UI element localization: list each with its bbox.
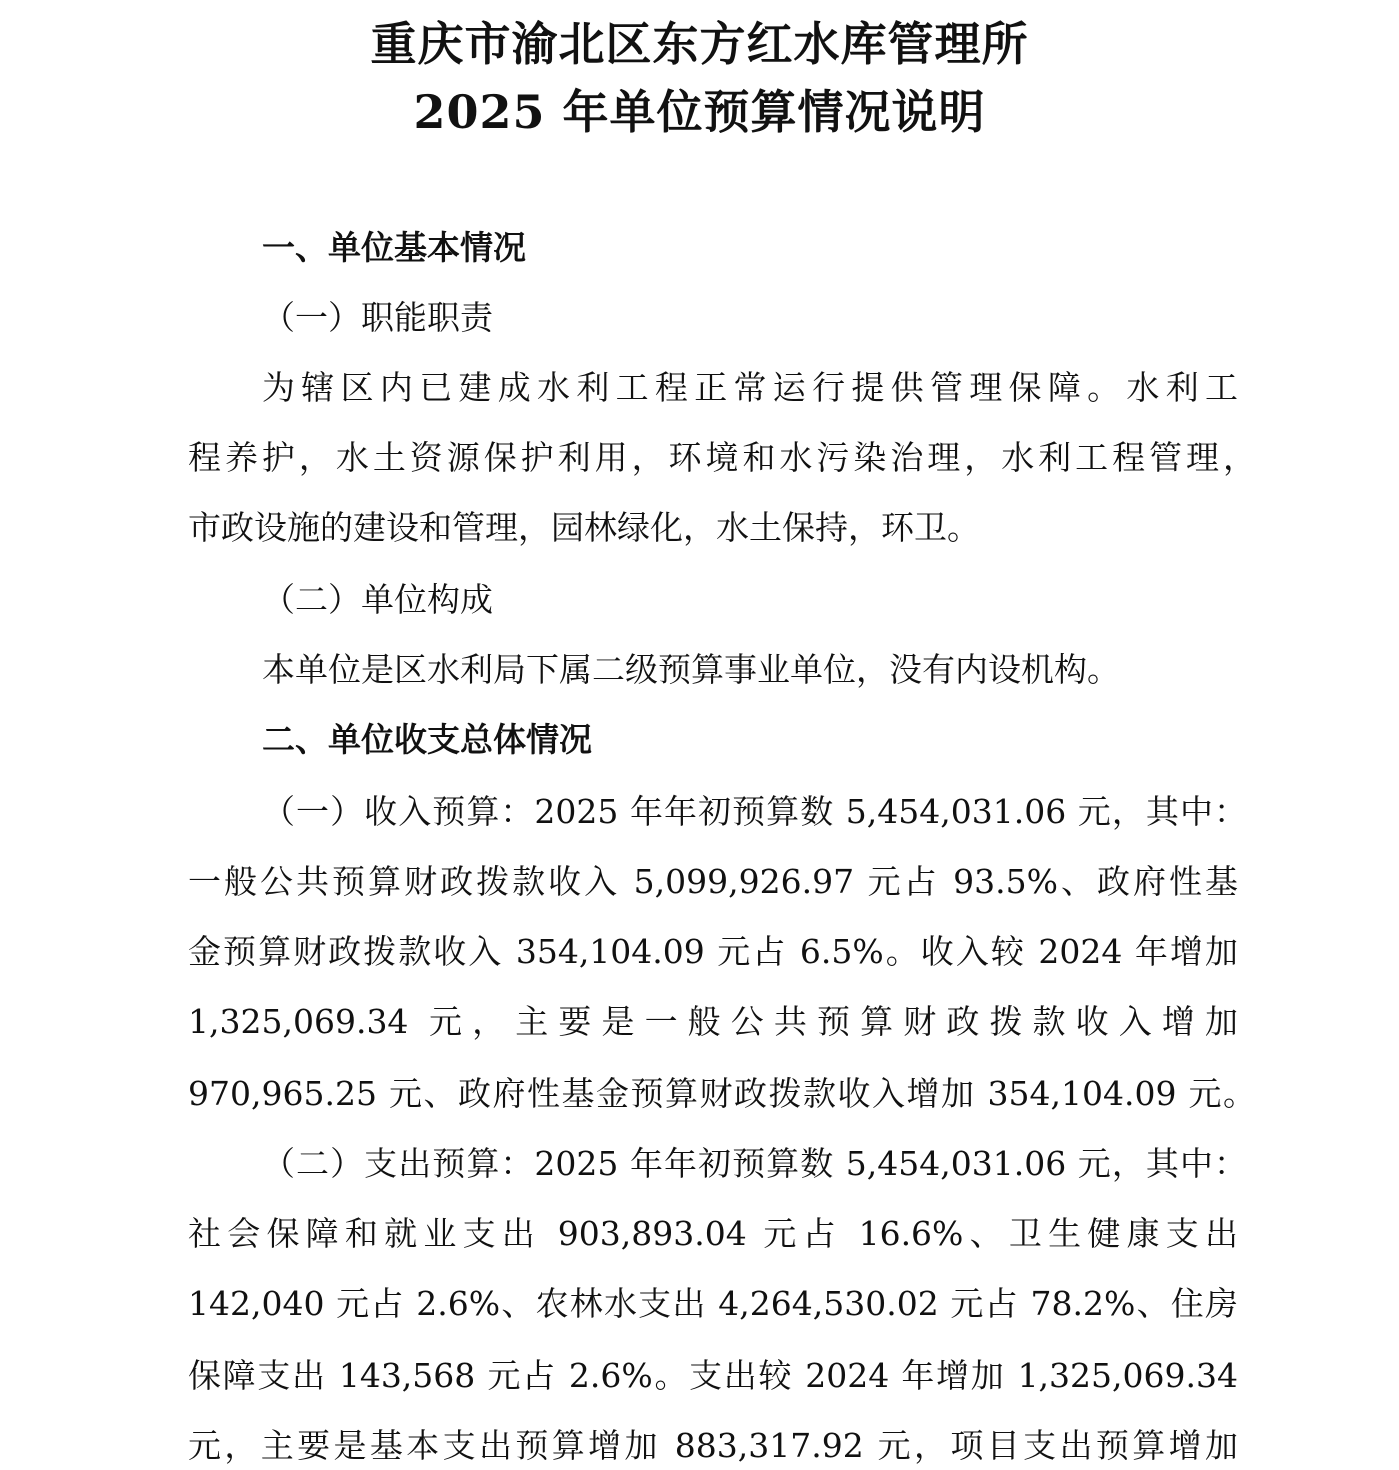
expense-line: 142,040 元占 2.6%、农林水支出 4,264,530.02 元占 78.2%、住房 [188, 1284, 1238, 1323]
expense-line: 保障支出 143,568 元占 2.6%。支出较 2024 年增加 1,325,069.34 [188, 1356, 1238, 1395]
income-line: 一般公共预算财政拨款收入 5,099,926.97 元占 93.5%、政府性基 [188, 862, 1238, 901]
paragraph-line: 为辖区内已建成水利工程正常运行提供管理保障。水利工 [262, 368, 1238, 407]
paragraph-line: 本单位是区水利局下属二级预算事业单位，没有内设机构。 [262, 650, 1120, 689]
sub2-heading: （二）单位构成 [262, 580, 493, 619]
expense-line: 社会保障和就业支出 903,893.04 元占 16.6%、卫生健康支出 [188, 1214, 1238, 1253]
expense-line: （二）支出预算：2025 年年初预算数 5,454,031.06 元，其中： [262, 1144, 1247, 1183]
income-line: 970,965.25 元、政府性基金预算财政拨款收入增加 354,104.09 元。 [188, 1074, 1256, 1113]
sub1-heading: （一）职能职责 [262, 298, 493, 337]
paragraph-line: 市政设施的建设和管理，园林绿化，水土保持，环卫。 [188, 508, 980, 547]
section1-heading: 一、单位基本情况 [262, 228, 526, 267]
income-line: 1,325,069.34 元，主要是一般公共预算财政拨款收入增加 [188, 1002, 1238, 1041]
income-line: （一）收入预算：2025 年年初预算数 5,454,031.06 元，其中： [262, 792, 1247, 831]
income-line: 金预算财政拨款收入 354,104.09 元占 6.5%。收入较 2024 年增加 [188, 932, 1238, 971]
expense-line: 元，主要是基本支出预算增加 883,317.92 元，项目支出预算增加 [188, 1426, 1238, 1465]
document-title-line1: 重庆市渝北区东方红水库管理所 [370, 17, 1029, 71]
document-title-line2: 2025 年单位预算情况说明 [413, 85, 986, 139]
paragraph-line: 程养护，水土资源保护利用，环境和水污染治理，水利工程管理， [188, 438, 1256, 477]
section2-heading: 二、单位收支总体情况 [262, 720, 592, 759]
